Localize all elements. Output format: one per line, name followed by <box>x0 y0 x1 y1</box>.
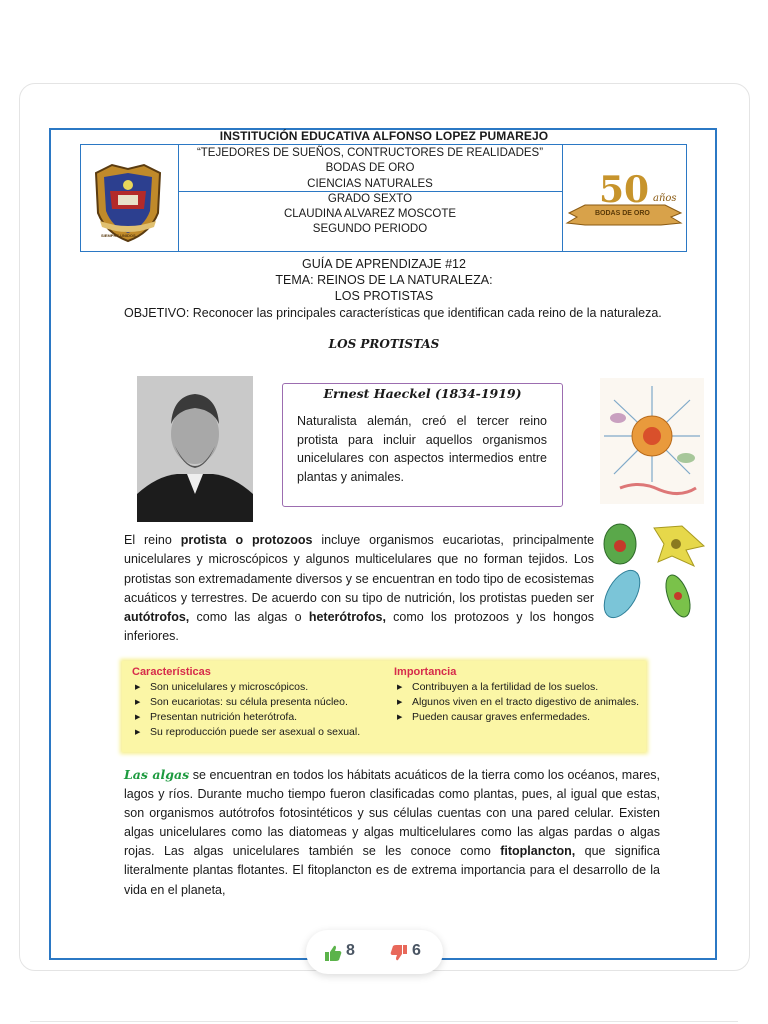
characteristic-item: ▶ Son unicelulares y microscópicos. <box>132 680 382 695</box>
paragraph-text: El reino <box>124 533 181 547</box>
paragraph-text: como las algas o <box>189 610 309 625</box>
divider <box>30 1021 738 1022</box>
characteristic-item: ▶ Su reproducción puede ser asexual o sexual. <box>132 725 382 740</box>
bio-title: Ernest Haeckel (1834-1919) <box>323 386 522 401</box>
upvote-count: 8 <box>346 942 355 959</box>
importance-item: ▶ Contribuyen a la fertilidad de los suelos. <box>394 680 642 695</box>
fifty-number: 50 <box>599 169 650 211</box>
importance-item: ▶ Algunos viven en el tracto digestivo de animales. <box>394 695 642 710</box>
paragraph-text: incluye organismos eucariotas, principalmente unicelulares y microscópicos y algunos multicelulares que no forman tejidos. Los protistas son extremadamente diversos y se encuentran en todo tipo de ecosistemas acuáticos y terrestres. De acuerdo con su tipo de nutrición, los protistas pueden ser <box>124 533 595 605</box>
bio-box <box>282 383 563 507</box>
paragraph-text: se encuentran en todos los hábitats acuáticos de la tierra como los océanos, mares, lagos y ríos. Durante mucho tiempo fueron clasificadas como plantas, pues, al igual que estas, son organismos autótrofos fotosintéticos y sus células cuentas con una pared celular. Existen algas unicelulares como las diatomeas y algas multicelulares como las algas pardas o algas rojas. Las algas unicelulares también se les conoce como <box>124 768 660 859</box>
section-title: LOS PROTISTAS <box>328 337 440 351</box>
characteristics-column <box>132 665 382 740</box>
thumbs-up-icon <box>324 944 342 962</box>
fifty-ribbon-text: BODAS DE ORO <box>595 210 650 217</box>
characteristics-title: Características <box>132 666 211 678</box>
downvote-count: 6 <box>412 942 421 959</box>
thumbs-down-icon <box>390 944 408 962</box>
keyword-algas: Las algas <box>124 767 190 782</box>
paragraph-text: que significa literalmente plantas flotantes. El fitoplancton es de extrema importancia para el desarrollo de la vida en el planeta, <box>124 844 661 897</box>
teacher: CLAUDINA ALVAREZ MOSCOTE <box>283 208 457 220</box>
grade: GRADO SEXTO <box>327 193 413 205</box>
fifty-suffix: años <box>653 193 677 204</box>
protists-info-table <box>122 661 646 752</box>
importance-item: ▶ Pueden causar graves enfermedades. <box>394 710 642 725</box>
keyword-autotrofos: autótrofos, <box>124 610 190 625</box>
guide-subtopic: LOS PROTISTAS <box>334 289 434 303</box>
guide-topic: TEMA: REINOS DE LA NATURALEZA: <box>275 273 493 287</box>
protists-paragraph <box>124 531 594 647</box>
upvote-button[interactable] <box>320 930 372 974</box>
institution-name: INSTITUCIÓN EDUCATIVA ALFONSO LOPEZ PUMAREJO <box>219 129 549 143</box>
importance-column <box>394 665 642 725</box>
school-shield-logo <box>90 161 166 243</box>
protist-illustration <box>600 378 704 504</box>
characteristic-item: ▶ Presentan nutrición heterótrofa. <box>132 710 382 725</box>
fifty-years-logo <box>565 169 683 229</box>
subject: CIENCIAS NATURALES <box>307 178 433 190</box>
haeckel-portrait <box>137 376 253 522</box>
header-divider <box>562 145 563 251</box>
header-table <box>80 144 687 252</box>
algae-paragraph <box>124 765 660 900</box>
shield-caption: SIEMPRE UNIDOS <box>101 233 136 238</box>
keyword-fitoplancton: fitoplancton, <box>500 844 576 859</box>
keyword-heterotrofos: heterótrofos, <box>308 610 386 625</box>
microorganisms-illustration <box>596 522 712 622</box>
objective: OBJETIVO: Reconocer las principales características que identifican cada reino de la naturaleza. <box>124 306 662 320</box>
bio-text: Naturalista alemán, creó el tercer reino protista para incluir aquellos organismos unicelulares con aspectos intermedios entre plantas y animales. <box>297 414 547 484</box>
period: SEGUNDO PERIODO <box>312 223 428 235</box>
vote-bar <box>306 930 443 974</box>
characteristic-item: ▶ Son eucariotas: su célula presenta núcleo. <box>132 695 382 710</box>
downvote-button[interactable] <box>386 930 438 974</box>
keyword-protista: protista o protozoos <box>180 533 313 547</box>
anniversary-label: BODAS DE ORO <box>325 162 415 174</box>
guide-number: GUÍA DE APRENDIZAJE #12 <box>302 257 466 271</box>
motto: “TEJEDORES DE SUEÑOS, CONTRUCTORES DE REALIDADES” <box>196 147 544 159</box>
paragraph-text: como los protozoos y los hongos inferiores. <box>124 610 594 644</box>
importance-title: Importancia <box>394 666 457 678</box>
